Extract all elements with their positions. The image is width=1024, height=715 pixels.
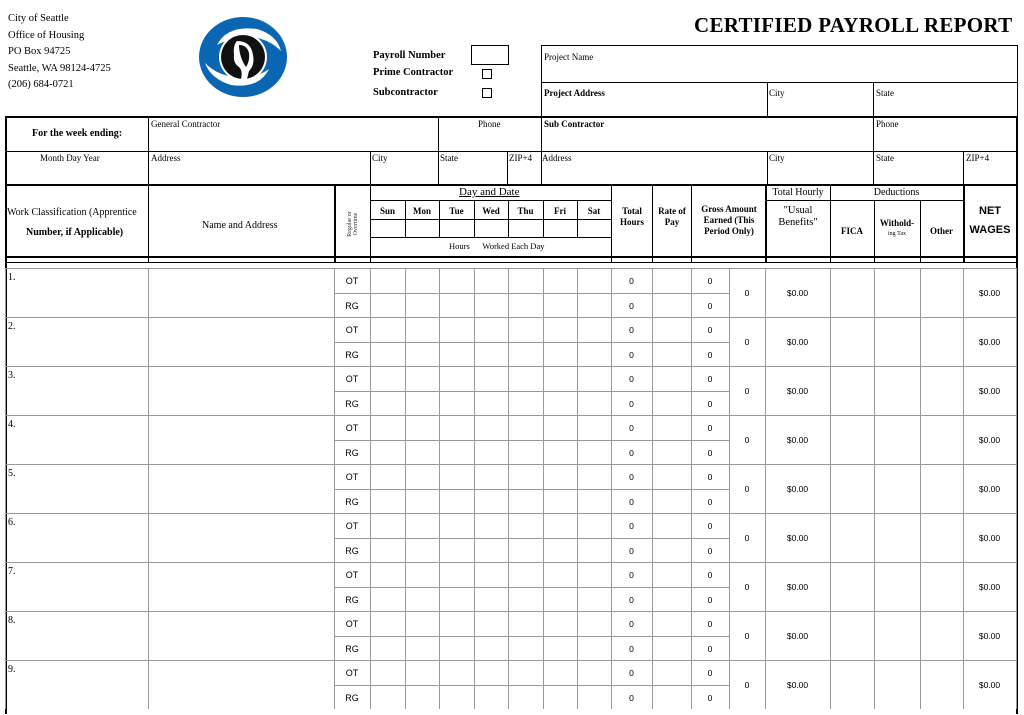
payroll-number-field[interactable] [471, 45, 509, 65]
row-column-line [874, 660, 875, 709]
rg-total-hours: 0 [629, 595, 634, 605]
row-mid-separator [334, 391, 729, 392]
row-column-line [577, 562, 578, 611]
gross-total: 0 [744, 582, 750, 592]
work-classification-cell[interactable] [6, 416, 147, 463]
row-column-line [830, 464, 831, 513]
row-column-line [652, 317, 653, 366]
row-column-line [830, 317, 831, 366]
net-wages-value: $0.00 [978, 582, 1001, 592]
gc-address-label: Address [151, 153, 181, 163]
prime-contractor-label: Prime Contractor [373, 67, 454, 78]
hours-worked-header: Hours Worked Each Day [449, 241, 545, 251]
row-column-line [439, 317, 440, 366]
work-classification-cell[interactable] [6, 661, 147, 708]
row-column-line [405, 268, 406, 317]
row-column-line [1016, 562, 1017, 611]
usual-benefits-value: $0.00 [786, 484, 809, 494]
row-column-line [543, 660, 544, 709]
usual-benefits-value: $0.00 [786, 435, 809, 445]
rg-gross-amount: 0 [707, 497, 713, 507]
usual-benefits-value: $0.00 [786, 288, 809, 298]
rg-total-hours: 0 [629, 399, 634, 409]
row-index: 7. [8, 566, 16, 577]
ot-total-hours: 0 [629, 374, 634, 384]
row-column-line [1016, 268, 1017, 317]
row-index: 2. [8, 321, 16, 332]
row-index: 8. [8, 615, 16, 626]
row-mid-separator [334, 685, 729, 686]
regular-label: RG [345, 595, 359, 605]
rg-gross-amount: 0 [707, 693, 713, 703]
gc-phone-label: Phone [478, 119, 501, 129]
rg-total-hours: 0 [629, 644, 634, 654]
overtime-label: OT [345, 668, 359, 678]
name-address-header: Name and Address [202, 220, 278, 231]
name-address-cell[interactable] [149, 465, 333, 512]
row-column-line [370, 660, 371, 709]
regular-overtime-header: Regular or Overtime [347, 211, 359, 237]
subcontractor-checkbox[interactable] [482, 88, 492, 98]
total-hourly-header: Total Hourly [772, 187, 824, 198]
net-wages-value: $0.00 [978, 435, 1001, 445]
row-column-line [439, 268, 440, 317]
gross-total: 0 [744, 631, 750, 641]
project-name-label: Project Name [544, 52, 594, 62]
usual-benefits-value: $0.00 [786, 582, 809, 592]
row-column-line [474, 415, 475, 464]
row-column-line [508, 660, 509, 709]
agency-line: City of Seattle [8, 13, 69, 24]
gross-total: 0 [744, 337, 750, 347]
row-column-line [652, 562, 653, 611]
general-contractor-label: General Contractor [151, 119, 221, 129]
row-column-line [543, 611, 544, 660]
row-column-line [370, 562, 371, 611]
row-column-line [474, 562, 475, 611]
sub-contractor-label: Sub Contractor [544, 119, 605, 129]
usual-benefits-value: $0.00 [786, 533, 809, 543]
project-state-label: State [876, 88, 894, 98]
row-column-line [543, 464, 544, 513]
row-column-line [405, 513, 406, 562]
row-column-line [474, 660, 475, 709]
row-column-line [543, 562, 544, 611]
row-column-line [874, 464, 875, 513]
wages-header: WAGES [969, 224, 1011, 236]
row-column-line [543, 415, 544, 464]
sub-zip-label: ZIP+4 [966, 153, 990, 163]
usual-benefits-header: "Usual Benefits" [778, 205, 818, 228]
rg-gross-amount: 0 [707, 595, 713, 605]
rg-gross-amount: 0 [707, 301, 713, 311]
row-column-line [920, 513, 921, 562]
row-column-line [920, 317, 921, 366]
day-and-date-header: Day and Date [459, 186, 520, 198]
ot-gross-amount: 0 [707, 374, 713, 384]
row-column-line [439, 562, 440, 611]
row-column-line [508, 317, 509, 366]
project-address-label: Project Address [544, 88, 605, 98]
row-column-line [405, 464, 406, 513]
row-column-line [652, 611, 653, 660]
row-index: 1. [8, 272, 16, 283]
row-index: 9. [8, 664, 16, 675]
row-column-line [508, 611, 509, 660]
agency-line: Office of Housing [8, 29, 85, 41]
row-column-line [474, 611, 475, 660]
rg-gross-amount: 0 [707, 350, 713, 360]
usual-benefits-value: $0.00 [786, 631, 809, 641]
regular-label: RG [345, 350, 359, 360]
row-column-line [652, 268, 653, 317]
ot-total-hours: 0 [629, 570, 634, 580]
ot-total-hours: 0 [629, 521, 634, 531]
row-column-line [543, 317, 544, 366]
row-column-line [577, 415, 578, 464]
row-column-line [370, 464, 371, 513]
row-column-line [508, 513, 509, 562]
gross-amount-header: Gross Amount Earned (This Period Only) [701, 204, 757, 236]
ot-total-hours: 0 [629, 668, 634, 678]
row-column-line [1016, 611, 1017, 660]
gross-total: 0 [744, 435, 750, 445]
overtime-label: OT [345, 472, 359, 482]
row-column-line [370, 611, 371, 660]
regular-label: RG [345, 399, 359, 409]
row-column-line [370, 366, 371, 415]
ot-gross-amount: 0 [707, 570, 713, 580]
row-column-line [874, 317, 875, 366]
row-column-line [543, 513, 544, 562]
row-column-line [405, 317, 406, 366]
work-classification-header: Work Classification (Apprentice [7, 207, 137, 218]
gross-total: 0 [744, 484, 750, 494]
name-address-cell[interactable] [149, 514, 333, 561]
gross-total: 0 [744, 533, 750, 543]
agency-address [8, 11, 111, 94]
ot-gross-amount: 0 [707, 521, 713, 531]
row-column-line [577, 611, 578, 660]
row-mid-separator [334, 636, 729, 637]
regular-label: RG [345, 644, 359, 654]
net-wages-value: $0.00 [978, 484, 1001, 494]
ot-gross-amount: 0 [707, 619, 713, 629]
rg-gross-amount: 0 [707, 448, 713, 458]
row-column-line [508, 464, 509, 513]
row-column-line [874, 611, 875, 660]
regular-label: RG [345, 301, 359, 311]
row-column-line [1016, 317, 1017, 366]
rg-total-hours: 0 [629, 497, 634, 507]
seattle-seal-logo [197, 15, 289, 99]
rg-total-hours: 0 [629, 448, 634, 458]
row-column-line [920, 366, 921, 415]
row-column-line [439, 464, 440, 513]
row-column-line [830, 268, 831, 317]
overtime-label: OT [345, 570, 359, 580]
rg-gross-amount: 0 [707, 399, 713, 409]
usual-benefits-value: $0.00 [786, 337, 809, 347]
net-wages-value: $0.00 [978, 337, 1001, 347]
row-column-line [577, 268, 578, 317]
row-column-line [920, 464, 921, 513]
row-column-line [652, 464, 653, 513]
usual-benefits-value: $0.00 [786, 680, 809, 690]
row-column-line [652, 366, 653, 415]
ot-total-hours: 0 [629, 472, 634, 482]
row-mid-separator [334, 489, 729, 490]
ot-gross-amount: 0 [707, 472, 713, 482]
usual-benefits-value: $0.00 [786, 386, 809, 396]
sub-address-label: Address [542, 153, 572, 163]
row-column-line [920, 268, 921, 317]
ot-gross-amount: 0 [707, 423, 713, 433]
ot-gross-amount: 0 [707, 668, 713, 678]
row-column-line [652, 660, 653, 709]
row-column-line [830, 513, 831, 562]
overtime-label: OT [345, 423, 359, 433]
row-column-line [405, 611, 406, 660]
gc-city-label: City [372, 153, 388, 163]
row-column-line [474, 317, 475, 366]
name-address-cell[interactable] [149, 416, 333, 463]
row-mid-separator [334, 342, 729, 343]
row-column-line [830, 366, 831, 415]
row-column-line [920, 660, 921, 709]
net-wages-value: $0.00 [978, 631, 1001, 641]
row-column-line [920, 611, 921, 660]
ot-total-hours: 0 [629, 325, 634, 335]
agency-line: Seattle, WA 98124-4725 [8, 62, 111, 74]
project-city-label: City [769, 88, 785, 98]
row-mid-separator [334, 587, 729, 588]
name-address-cell[interactable] [149, 318, 333, 365]
agency-line: PO Box 94725 [8, 46, 71, 57]
row-column-line [830, 611, 831, 660]
regular-label: RG [345, 546, 359, 556]
row-index: 3. [8, 370, 16, 381]
row-column-line [439, 513, 440, 562]
row-column-line [508, 415, 509, 464]
row-column-line [405, 366, 406, 415]
week-ending-date-format: Month Day Year [40, 153, 100, 163]
row-column-line [439, 415, 440, 464]
row-index: 5. [8, 468, 16, 479]
row-column-line [874, 268, 875, 317]
row-column-line [543, 268, 544, 317]
gross-total: 0 [744, 288, 750, 298]
sub-city-label: City [769, 153, 785, 163]
row-column-line [1016, 513, 1017, 562]
overtime-label: OT [345, 276, 359, 286]
row-column-line [474, 268, 475, 317]
day-header-thu: Thu [517, 206, 534, 216]
row-column-line [874, 562, 875, 611]
work-classification-cell[interactable] [6, 318, 147, 365]
withholding-header-2: ing Tax [888, 231, 906, 237]
row-column-line [577, 660, 578, 709]
report-title: CERTIFIED PAYROLL REPORT [694, 13, 1013, 37]
row-column-line [474, 366, 475, 415]
row-column-line [1016, 415, 1017, 464]
work-classification-cell[interactable] [6, 514, 147, 561]
row-column-line [439, 611, 440, 660]
row-mid-separator [334, 293, 729, 294]
sub-state-label: State [876, 153, 894, 163]
row-column-line [439, 366, 440, 415]
row-column-line [652, 513, 653, 562]
gc-zip-label: ZIP+4 [509, 153, 533, 163]
row-column-line [874, 366, 875, 415]
overtime-label: OT [345, 325, 359, 335]
rg-total-hours: 0 [629, 301, 634, 311]
row-column-line [474, 513, 475, 562]
subcontractor-label: Subcontractor [373, 87, 438, 98]
row-column-line [370, 513, 371, 562]
row-column-line [474, 464, 475, 513]
net-wages-value: $0.00 [978, 533, 1001, 543]
day-header-wed: Wed [482, 206, 500, 216]
row-column-line [830, 415, 831, 464]
regular-label: RG [345, 448, 359, 458]
ot-gross-amount: 0 [707, 276, 713, 286]
gc-state-label: State [440, 153, 458, 163]
row-column-line [508, 562, 509, 611]
day-header-sun: Sun [379, 206, 396, 216]
net-wages-value: $0.00 [978, 386, 1001, 396]
sub-phone-label: Phone [876, 119, 899, 129]
row-column-line [370, 268, 371, 317]
row-column-line [370, 317, 371, 366]
regular-label: RG [345, 497, 359, 507]
row-column-line [577, 464, 578, 513]
overtime-label: OT [345, 619, 359, 629]
regular-label: RG [345, 693, 359, 703]
row-column-line [405, 415, 406, 464]
row-column-line [370, 415, 371, 464]
gross-total: 0 [744, 680, 750, 690]
work-classification-cell[interactable] [6, 563, 147, 610]
overtime-label: OT [345, 521, 359, 531]
day-header-fri: Fri [554, 206, 566, 216]
row-mid-separator [334, 440, 729, 441]
rg-gross-amount: 0 [707, 546, 713, 556]
ot-total-hours: 0 [629, 619, 634, 629]
name-address-cell[interactable] [149, 367, 333, 414]
work-classification-cell[interactable] [6, 612, 147, 659]
row-index: 6. [8, 517, 16, 528]
net-wages-value: $0.00 [978, 680, 1001, 690]
row-column-line [439, 660, 440, 709]
total-hours-header: Total Hours [619, 206, 644, 227]
gross-total: 0 [744, 386, 750, 396]
row-column-line [1016, 366, 1017, 415]
row-column-line [830, 660, 831, 709]
row-column-line [543, 366, 544, 415]
row-column-line [874, 415, 875, 464]
row-column-line [920, 415, 921, 464]
row-column-line [577, 317, 578, 366]
net-header: NET [979, 205, 1001, 217]
name-address-cell[interactable] [149, 563, 333, 610]
rg-total-hours: 0 [629, 350, 634, 360]
rate-of-pay-header: Rate of Pay [658, 206, 686, 227]
work-classification-cell[interactable] [6, 367, 147, 414]
work-classification-cell[interactable] [6, 269, 147, 316]
other-header: Other [930, 226, 953, 236]
agency-line: (206) 684-0721 [8, 79, 74, 90]
rg-total-hours: 0 [629, 546, 634, 556]
overtime-label: OT [345, 374, 359, 384]
work-classification-cell[interactable] [6, 465, 147, 512]
row-column-line [405, 562, 406, 611]
payroll-number-label: Payroll Number [373, 50, 446, 61]
deductions-header: Deductions [873, 187, 920, 198]
row-column-line [1016, 464, 1017, 513]
row-index: 4. [8, 419, 16, 430]
row-column-line [1016, 660, 1017, 709]
ot-gross-amount: 0 [707, 325, 713, 335]
row-column-line [577, 513, 578, 562]
prime-contractor-checkbox[interactable] [482, 69, 492, 79]
name-address-cell[interactable] [149, 661, 333, 708]
week-ending-label: For the week ending: [32, 128, 123, 139]
row-column-line [652, 415, 653, 464]
fica-header: FICA [841, 226, 863, 236]
work-classification-header-2: Number, if Applicable) [26, 227, 124, 238]
day-header-tue: Tue [449, 206, 464, 216]
net-wages-value: $0.00 [978, 288, 1001, 298]
row-mid-separator [334, 538, 729, 539]
row-column-line [577, 366, 578, 415]
withholding-header: Withold- [879, 218, 915, 228]
row-column-line [508, 268, 509, 317]
name-address-cell[interactable] [149, 612, 333, 659]
rg-gross-amount: 0 [707, 644, 713, 654]
name-address-cell[interactable] [149, 269, 333, 316]
ot-total-hours: 0 [629, 276, 634, 286]
row-column-line [405, 660, 406, 709]
day-header-mon: Mon [413, 206, 431, 216]
row-column-line [874, 513, 875, 562]
row-column-line [508, 366, 509, 415]
day-header-sat: Sat [587, 206, 601, 216]
row-column-line [920, 562, 921, 611]
row-column-line [830, 562, 831, 611]
rg-total-hours: 0 [629, 693, 634, 703]
ot-total-hours: 0 [629, 423, 634, 433]
